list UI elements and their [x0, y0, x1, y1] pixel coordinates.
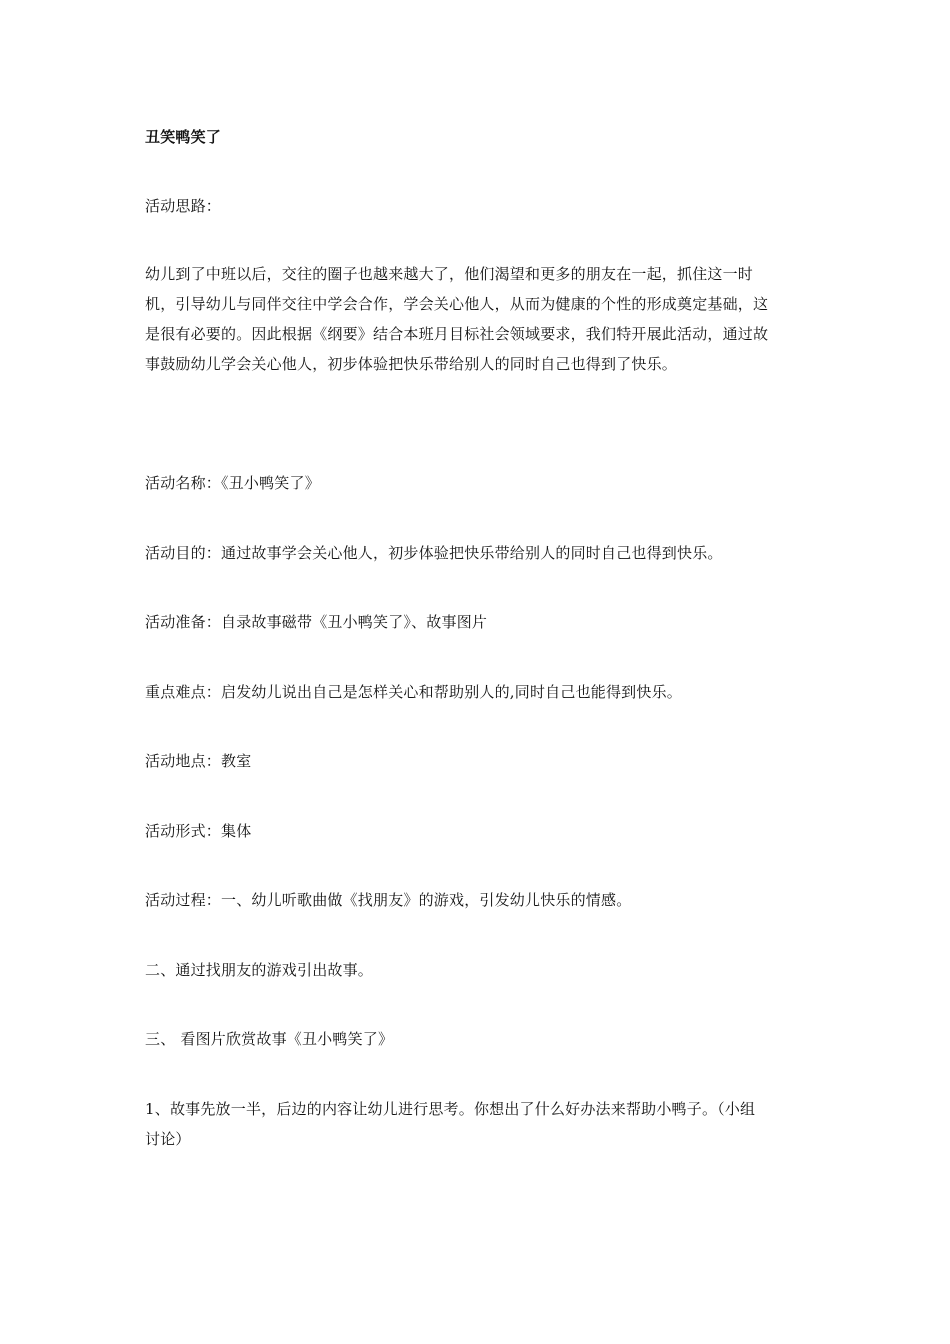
activity-goal: 活动目的：通过故事学会关心他人，初步体验把快乐带给别人的同时自己也得到快乐。	[145, 544, 723, 562]
step-1-paragraph	[145, 1094, 815, 1154]
intro-paragraph	[145, 259, 815, 379]
process-step-3: 三、 看图片欣赏故事《丑小鸭笑了》	[145, 1030, 394, 1048]
activity-prep: 活动准备：自录故事磁带《丑小鸭笑了》、故事图片	[145, 613, 488, 631]
activity-location: 活动地点：教室	[145, 752, 252, 770]
intro-line: 幼儿到了中班以后，交往的圈子也越来越大了，他们渴望和更多的朋友在一起，抓住这一时	[145, 265, 754, 283]
section-heading: 活动思路：	[145, 197, 222, 215]
intro-line: 是很有必要的。因此根据《纲要》结合本班月目标社会领域要求，我们特开展此活动，通过故	[145, 325, 769, 343]
activity-name: 活动名称：《丑小鸭笑了》	[145, 474, 320, 492]
process-step-1: 活动过程：一、幼儿听歌曲做《找朋友》的游戏，引发幼儿快乐的情感。	[145, 891, 632, 909]
intro-line: 事鼓励幼儿学会关心他人，初步体验把快乐带给别人的同时自己也得到了快乐。	[145, 355, 678, 373]
activity-form: 活动形式：集体	[145, 822, 252, 840]
process-step-2: 二、通过找朋友的游戏引出故事。	[145, 961, 374, 979]
key-points: 重点难点：启发幼儿说出自己是怎样关心和帮助别人的,同时自己也能得到快乐。	[145, 683, 682, 701]
step-1-line: 讨论）	[145, 1130, 191, 1148]
step-1-line: 1、故事先放一半，后边的内容让幼儿进行思考。你想出了什么好办法来帮助小鸭子。（小组	[145, 1100, 756, 1118]
document-title: 丑笑鸭笑了	[145, 128, 222, 146]
intro-line: 机，引导幼儿与同伴交往中学会合作，学会关心他人，从而为健康的个性的形成奠定基础，这	[145, 295, 769, 313]
